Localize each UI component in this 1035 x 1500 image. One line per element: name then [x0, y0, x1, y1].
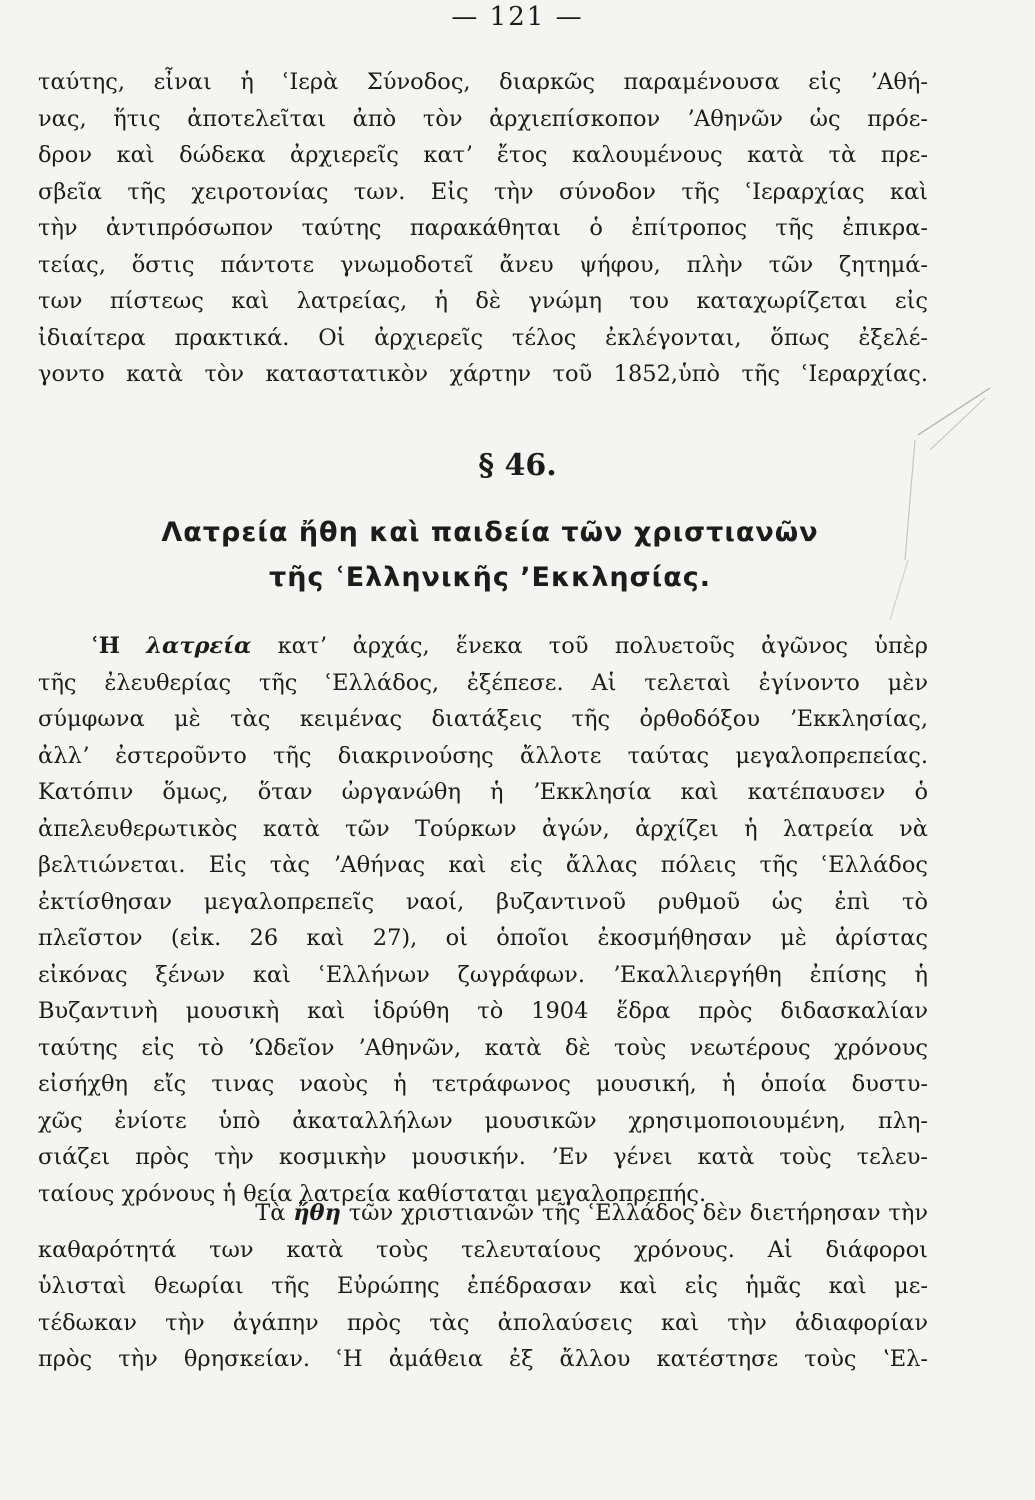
text-line: πρὸς τὴν θρησκείαν. ʿΗ ἀμάθεια ἐξ ἄλλου κατέστησε τοὺς ʽΕλ- — [38, 1346, 928, 1372]
emphasis-word: λατρεία — [146, 633, 252, 659]
text-line: ὑλισταὶ θεωρίαι τῆς Εὐρώπης ἐπέδρασαν καὶ εἰς ἡμᾶς καὶ με- — [38, 1273, 928, 1299]
text-line: τῆς ἐλευθερίας τῆς ʿΕλλάδος, ἐξέπεσε. Αἱ τελεταὶ ἐγίνοντο μὲν — [38, 669, 928, 696]
text-line: χῶς ἐνίοτε ὑπὸ ἀκαταλλήλων μουσικῶν χρησιμοποιουμένη, πλη- — [38, 1107, 928, 1134]
text-line: ταύτης εἰς τὸ ʼΩδεῖον ʼΑθηνῶν, κατὰ δὲ τοὺς νεωτέρους χρόνους — [38, 1034, 928, 1061]
section-title-line-2: τῆς ʿΕλληνικῆς ʼΕκκλησίας. — [268, 562, 712, 593]
paragraph-3 — [38, 1195, 928, 1378]
text-line: πλεῖστον (εἰκ. 26 καὶ 27), οἱ ὁποῖοι ἐκοσμήθησαν μὲ ἀρίστας — [38, 925, 928, 951]
text-line: ἀλλʼ ἐστεροῦντο τῆς διακρινούσης ἄλλοτε ταύτας μεγαλοπρεπείας. — [38, 742, 928, 769]
paragraph-2 — [38, 628, 928, 1212]
section-number: § 46. — [478, 448, 557, 483]
section-title-line-1: Λατρεία ἤθη καὶ παιδεία τῶν χριστιανῶν — [161, 517, 819, 548]
paragraph-1 — [38, 64, 928, 393]
text-line: ταίους χρόνους ἡ θεία λατρεία καθίσταται μεγαλοπρεπής. — [38, 1180, 707, 1207]
text-line: τείας, ὅστις πάντοτε γνωμοδοτεῖ ἄνευ ψήφου, πλὴν τῶν ζητημά- — [38, 251, 928, 278]
first-line-text: κατʼ ἀρχάς, ἕνεκα τοῦ πολυετοῦς ἀγῶνος ὑπὲρ — [277, 633, 928, 659]
text-line: ἰδιαίτερα πρακτικά. Οἱ ἀρχιερεῖς τέλος ἐκλέγονται, ὅπως ἐξελέ- — [38, 324, 928, 351]
text-line: ταύτης, εἶναι ἡ ʿΙερὰ Σύνοδος, διαρκῶς παραμένουσα εἰς ʼΑθή- — [38, 69, 928, 95]
text-line — [38, 628, 928, 665]
text-line: νας, ἥτις ἀποτελεῖται ἀπὸ τὸν ἀρχιεπίσκοπον ʼΑθηνῶν ὡς πρόε- — [38, 105, 928, 132]
text-line: ἀπελευθερωτικὸς κατὰ τῶν Τούρκων ἀγών, ἀρχίζει ἡ λατρεία νὰ — [38, 815, 928, 842]
text-line: ἐκτίσθησαν μεγαλοπρεπεῖς ναοί, βυζαντινοῦ ρυθμοῦ ὡς ἐπὶ τὸ — [38, 888, 928, 915]
text-line: γοντο κατὰ τὸν καταστατικὸν χάρτην τοῦ 1852,ὑπὸ τῆς ʿΙεραρχίας. — [38, 361, 928, 387]
text-line: τὴν ἀντιπρόσωπον ταύτης παρακάθηται ὁ ἐπίτροπος τῆς ἐπικρα- — [38, 215, 928, 241]
emphasis-word: ἤθη — [293, 1200, 341, 1226]
text-line: δρον καὶ δώδεκα ἀρχιερεῖς κατʼ ἔτος καλουμένους κατὰ τὰ πρε- — [38, 142, 928, 168]
text-line: εἰκόνας ξένων καὶ ʿΕλλήνων ζωγράφων. ʼΕκαλλιεργήθη ἐπίσης ἡ — [38, 961, 928, 988]
text-line: Κατόπιν ὅμως, ὅταν ὠργανώθη ἡ ʼΕκκλησία καὶ κατέπαυσεν ὁ — [38, 779, 928, 805]
section-title — [0, 510, 980, 600]
text-line: εἰσήχθη εἴς τινας ναοὺς ἡ τετράφωνος μουσική, ἡ ὁποία δυστυ- — [38, 1071, 928, 1097]
first-line-text: τῶν χριστιανῶν τῆς ʿΕλλάδος δὲν διετήρησαν τὴν — [348, 1200, 929, 1226]
text-line — [38, 1195, 928, 1232]
initial-letter: ʿΗ — [90, 633, 120, 659]
text-line: καθαρότητά των κατὰ τοὺς τελευταίους χρόνους. Αἱ διάφοροι — [38, 1236, 928, 1263]
lead-word: Τὰ — [255, 1200, 286, 1226]
text-line: σβεῖα τῆς χειροτονίας των. Εἰς τὴν σύνοδον τῆς ʿΙεραρχίας καὶ — [38, 178, 928, 205]
text-line: Βυζαντινὴ μουσικὴ καὶ ἱδρύθη τὸ 1904 ἕδρα πρὸς διδασκαλίαν — [38, 998, 928, 1024]
text-line: σύμφωνα μὲ τὰς κειμένας διατάξεις τῆς ὀρθοδόξου ʼΕκκλησίας, — [38, 706, 928, 732]
text-line: των πίστεως καὶ λατρείας, ἡ δὲ γνώμη του καταχωρίζεται εἰς — [38, 288, 928, 314]
text-line: βελτιώνεται. Εἰς τὰς ʼΑθήνας καὶ εἰς ἄλλας πόλεις τῆς ʿΕλλάδος — [38, 852, 928, 878]
text-line: τέδωκαν τὴν ἀγάπην πρὸς τὰς ἀπολαύσεις καὶ τὴν ἀδιαφορίαν — [38, 1309, 928, 1336]
page-number: — 121 — — [451, 2, 584, 32]
text-line: σιάζει πρὸς τὴν κοσμικὴν μουσικήν. ʼΕν γένει κατὰ τοὺς τελευ- — [38, 1144, 928, 1170]
